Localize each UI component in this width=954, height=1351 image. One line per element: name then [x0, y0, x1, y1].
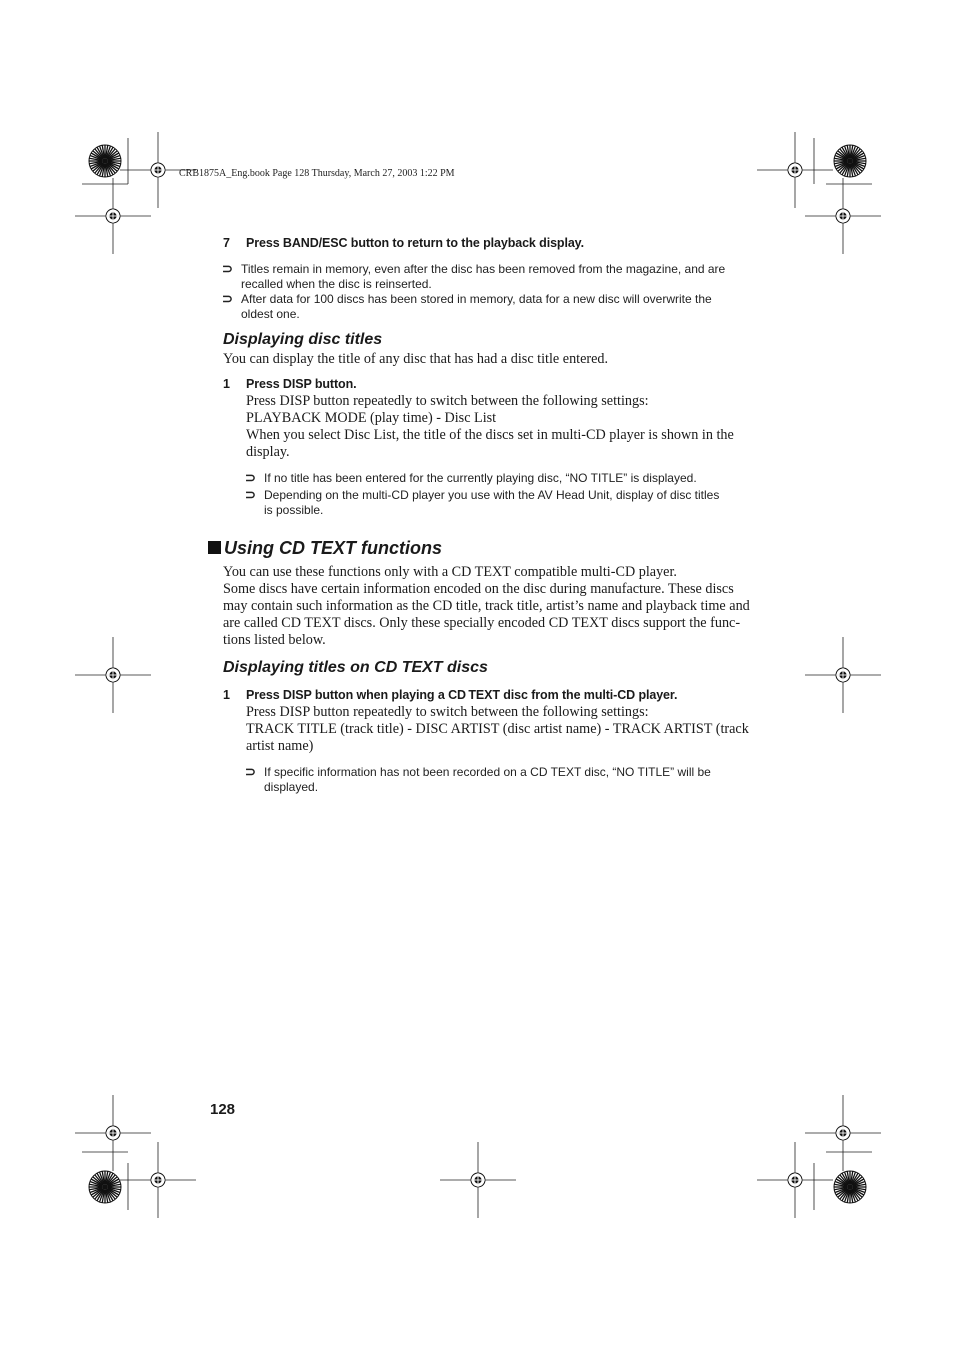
registration-mark	[440, 1142, 516, 1218]
note-item	[245, 487, 720, 518]
note-line: oldest one.	[241, 307, 300, 321]
heading-text: Using CD TEXT functions	[224, 538, 442, 558]
step-number: 1	[223, 377, 230, 391]
note-item	[245, 470, 697, 486]
note-line: If specific information has not been recorded on a CD TEXT disc, “NO TITLE” will be	[264, 765, 711, 779]
body-line: PLAYBACK MODE (play time) - Disc List	[246, 410, 497, 426]
book-info-header: CRB1875A_Eng.book Page 128 Thursday, March 27, 2003 1:22 PM	[179, 168, 455, 179]
body-line: You can display the title of any disc that has had a disc title entered.	[223, 351, 609, 367]
sunburst-mark-top-right	[834, 145, 866, 177]
step-7	[223, 236, 584, 250]
heading-displaying-disc-titles: Displaying disc titles	[223, 331, 383, 348]
note-item	[245, 764, 711, 795]
body-line: When you select Disc List, the title of the discs set in multi-CD player is shown in the	[246, 427, 734, 443]
registration-mark	[757, 132, 833, 208]
step-1-cd-text	[223, 688, 677, 702]
step-body	[246, 393, 734, 461]
page-number: 128	[210, 1101, 236, 1118]
step-text: Press DISP button when playing a CD TEXT disc from the multi-CD player.	[246, 688, 678, 702]
note-line: Depending on the multi-CD player you use with the AV Head Unit, display of disc titles	[264, 488, 720, 502]
note-line: displayed.	[264, 780, 319, 794]
registration-mark	[75, 178, 151, 254]
body-line: are called CD TEXT discs. Only these specially encoded CD TEXT discs support the func-	[223, 615, 741, 631]
note-arrow-icon: ⊃	[222, 291, 233, 306]
cd-text-body	[223, 564, 750, 649]
body-line: artist name)	[246, 738, 314, 754]
note-arrow-icon: ⊃	[222, 261, 233, 276]
body-line: You can use these functions only with a CD TEXT compatible multi-CD player.	[223, 564, 677, 580]
sunburst-mark-bottom-left	[89, 1171, 121, 1203]
note-arrow-icon: ⊃	[245, 764, 256, 779]
body-line: Press DISP button repeatedly to switch between the following settings:	[246, 704, 649, 720]
note-arrow-icon: ⊃	[245, 487, 256, 502]
body-line: display.	[246, 444, 290, 460]
note-line: recalled when the disc is reinserted.	[241, 277, 432, 291]
note-line: Titles remain in memory, even after the disc has been removed from the magazine, and are	[241, 262, 726, 276]
body-line: may contain such information as the CD title, track title, artist’s name and playback time and	[223, 598, 750, 614]
note-arrow-icon: ⊃	[245, 470, 256, 485]
step-1-disp	[223, 377, 357, 391]
note-line: is possible.	[264, 503, 324, 517]
step-number: 1	[223, 688, 230, 702]
registration-mark	[805, 1095, 881, 1171]
note-line: If no title has been entered for the currently playing disc, “NO TITLE” is displayed.	[264, 471, 697, 485]
square-bullet-icon	[208, 541, 221, 554]
registration-mark	[805, 637, 881, 713]
sunburst-mark-top-left	[89, 145, 121, 177]
registration-mark	[120, 1142, 196, 1218]
heading-using-cd-text	[208, 538, 442, 559]
registration-mark	[805, 178, 881, 254]
registration-mark	[757, 1142, 833, 1218]
registration-mark	[75, 637, 151, 713]
body-line: TRACK TITLE (track title) - DISC ARTIST (disc artist name) - TRACK ARTIST (track	[246, 721, 749, 737]
body-line: Some discs have certain information encoded on the disc during manufacture. These discs	[223, 581, 734, 597]
intro-text	[223, 351, 608, 368]
body-line: tions listed below.	[223, 632, 326, 648]
heading-displaying-titles-cd-text: Displaying titles on CD TEXT discs	[223, 659, 488, 676]
sunburst-mark-bottom-right	[834, 1171, 866, 1203]
step-number: 7	[223, 236, 230, 250]
note-item	[222, 261, 726, 292]
body-line: Press DISP button repeatedly to switch between the following settings:	[246, 393, 649, 409]
registration-mark	[75, 1095, 151, 1171]
step-body	[246, 704, 749, 755]
note-line: After data for 100 discs has been stored in memory, data for a new disc will overwrite the	[241, 292, 712, 306]
note-item	[222, 291, 712, 322]
step-text: Press BAND/ESC button to return to the playback display.	[246, 236, 584, 250]
step-text: Press DISP button.	[246, 377, 357, 391]
